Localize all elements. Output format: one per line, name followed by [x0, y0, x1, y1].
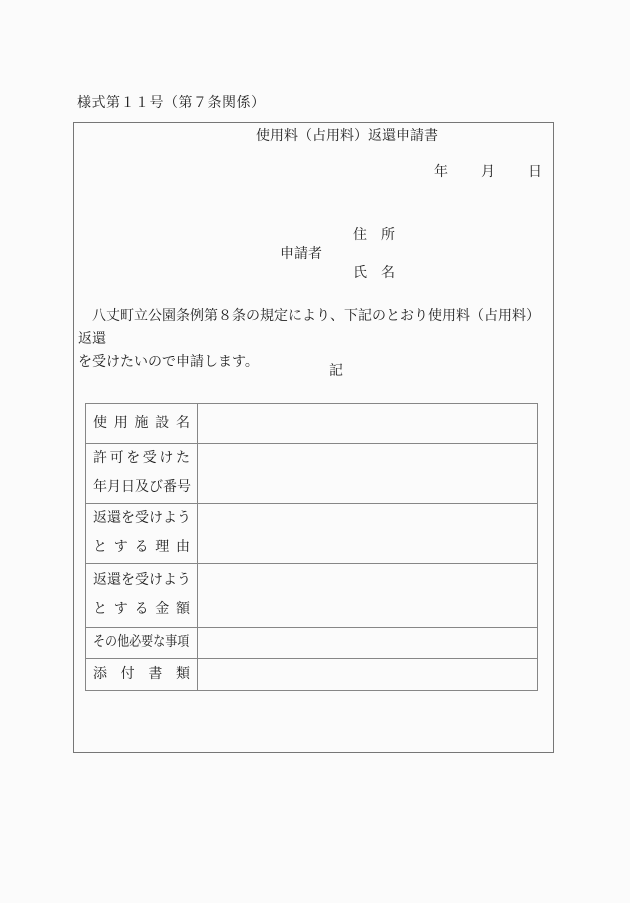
applicant-label: 申請者 — [280, 247, 322, 262]
body-line-1: 八丈町立公園条例第８条の規定により、下記のとおり使用料（占用料）返還 — [78, 309, 540, 347]
name-label: 氏 名 — [353, 266, 395, 281]
table-row — [86, 504, 538, 564]
row-label-line: 添 付 書 類 — [93, 666, 190, 682]
table-row — [86, 659, 538, 691]
row-label-line: と す る 金 額 — [93, 602, 190, 617]
month-label: 月 — [481, 165, 495, 180]
row-label-cell — [86, 659, 198, 691]
applicant-fields — [353, 226, 395, 284]
note-heading: 記 — [329, 364, 343, 379]
body-line-2: を受けたいので申請します。 — [78, 355, 259, 370]
table-row — [86, 444, 538, 504]
row-value-cell — [198, 659, 538, 691]
row-label-line: 返 還 を 受 け よ う — [93, 573, 191, 588]
row-value-cell — [198, 564, 538, 628]
form-table — [85, 403, 538, 691]
row-value-cell — [198, 444, 538, 504]
row-value-cell — [198, 504, 538, 564]
table-row — [86, 628, 538, 659]
day-label: 日 — [528, 165, 542, 180]
address-label: 住 所 — [353, 228, 395, 243]
row-label-line: 許 可 を 受 け た — [93, 451, 190, 466]
row-label-cell — [86, 404, 198, 444]
table-row — [86, 404, 538, 444]
row-label-line: 使 用 施 設 名 — [93, 415, 190, 431]
row-label-line: と す る 理 由 — [93, 540, 190, 555]
date-line — [434, 163, 542, 183]
year-label: 年 — [434, 165, 448, 180]
applicant-block — [280, 226, 395, 284]
row-label-line: 返 還 を 受 け よ う — [93, 511, 191, 526]
row-value-cell — [198, 628, 538, 659]
row-label-cell — [86, 444, 198, 504]
form-number: 様式第１１号（第７条関係） — [77, 96, 266, 111]
row-label-line: そ の 他 必 要 な 事 項 — [93, 635, 190, 650]
row-label-line: 年 月 日 及 び 番 号 — [93, 480, 191, 495]
row-label-cell — [86, 628, 198, 659]
document-title: 使用料（占用料）返還申請書 — [256, 129, 438, 144]
row-label-cell — [86, 564, 198, 628]
row-label-cell — [86, 504, 198, 564]
form-outline-box — [73, 122, 554, 753]
row-value-cell — [198, 404, 538, 444]
table-row — [86, 564, 538, 628]
